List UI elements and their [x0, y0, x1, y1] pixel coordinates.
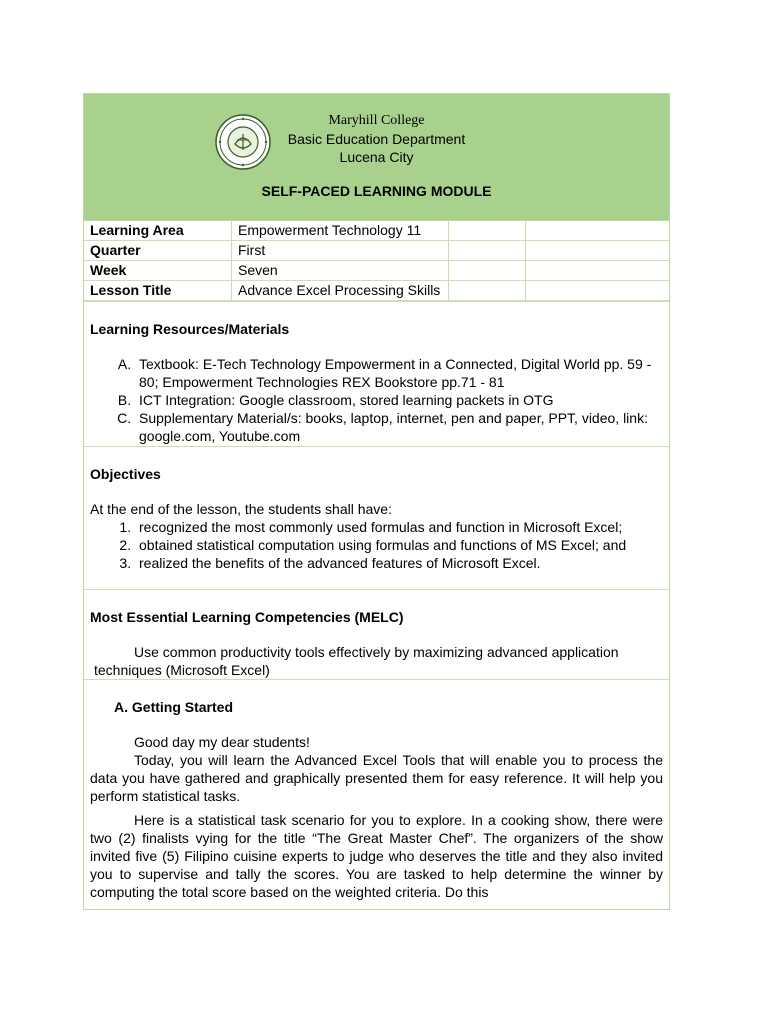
list-item: 3. realized the benefits of the advanced features of Microsoft Excel. [135, 554, 663, 572]
empty-cell [449, 241, 526, 261]
info-value: Empowerment Technology 11 [232, 221, 449, 241]
intro-paragraph: Today, you will learn the Advanced Excel Tools that will enable you to process the data you have gathered and graphically presented them for easy reference. It will help you perform statistical tasks. [90, 752, 663, 804]
empty-cell [526, 221, 670, 241]
empty-cell [449, 261, 526, 281]
melc-text-line1: Use common productivity tools effectively by maximizing advanced application [134, 644, 619, 660]
list-item: C. Supplementary Material/s: books, laptop, internet, pen and paper, PPT, video, link: google.com, Youtube.com [135, 409, 663, 445]
city-name: Lucena City [339, 149, 414, 165]
learning-module [83, 93, 670, 910]
info-value: Advance Excel Processing Skills [232, 281, 449, 301]
info-value: Seven [232, 261, 449, 281]
greeting-text: Good day my dear students! [134, 734, 310, 750]
module-header [84, 94, 669, 221]
table-row [84, 281, 669, 301]
table-row [84, 261, 669, 281]
table-row [84, 221, 669, 241]
list-item: 1. recognized the most commonly used formulas and function in Microsoft Excel; [135, 518, 663, 536]
module-title: SELF-PACED LEARNING MODULE [261, 183, 492, 199]
objectives-section [84, 446, 669, 589]
list-item: B. ICT Integration: Google classroom, stored learning packets in OTG [135, 391, 663, 409]
melc-text-line2: techniques (Microsoft Excel) [94, 662, 270, 678]
getting-started-heading: A. Getting Started [114, 699, 234, 715]
resources-heading: Learning Resources/Materials [90, 321, 290, 337]
list-item: 2. obtained statistical computation using formulas and functions of MS Excel; and [135, 536, 663, 554]
info-label: Quarter [84, 241, 232, 261]
info-label: Learning Area [84, 221, 232, 241]
table-row [84, 241, 669, 261]
empty-cell [526, 241, 670, 261]
getting-started-section [84, 679, 669, 909]
empty-cell [526, 261, 670, 281]
empty-cell [526, 281, 670, 301]
department-name: Basic Education Department [287, 131, 466, 147]
empty-cell [449, 281, 526, 301]
scenario-paragraph: Here is a statistical task scenario for you to explore. In a cooking show, there were two (2) finalists vying for the title “The Great Master Chef”. The organizers of the show invited five (5) Filipino cuisine experts to judge who deserves the title and they also invited you to supervise and tally the scores. You are tasked to help determine the winner by computing the total score based on the weighted criteria. Do this [90, 812, 663, 900]
info-label: Lesson Title [84, 281, 232, 301]
melc-heading: Most Essential Learning Competencies (MELC) [90, 609, 404, 625]
objectives-list [90, 518, 663, 572]
info-value: First [232, 241, 449, 261]
resources-list [90, 355, 663, 445]
melc-section [84, 589, 669, 679]
school-block [84, 112, 669, 166]
lesson-info-table [84, 221, 669, 301]
list-item: A. Textbook: E-Tech Technology Empowerment in a Connected, Digital World pp. 59 - 80; Empowerment Technologies REX Bookstore pp.71 - 81 [135, 355, 663, 391]
college-name: Maryhill College [328, 113, 425, 128]
empty-cell [449, 221, 526, 241]
resources-section [84, 301, 669, 446]
objectives-heading: Objectives [90, 466, 161, 482]
objectives-intro: At the end of the lesson, the students shall have: [90, 501, 392, 517]
info-label: Week [84, 261, 232, 281]
